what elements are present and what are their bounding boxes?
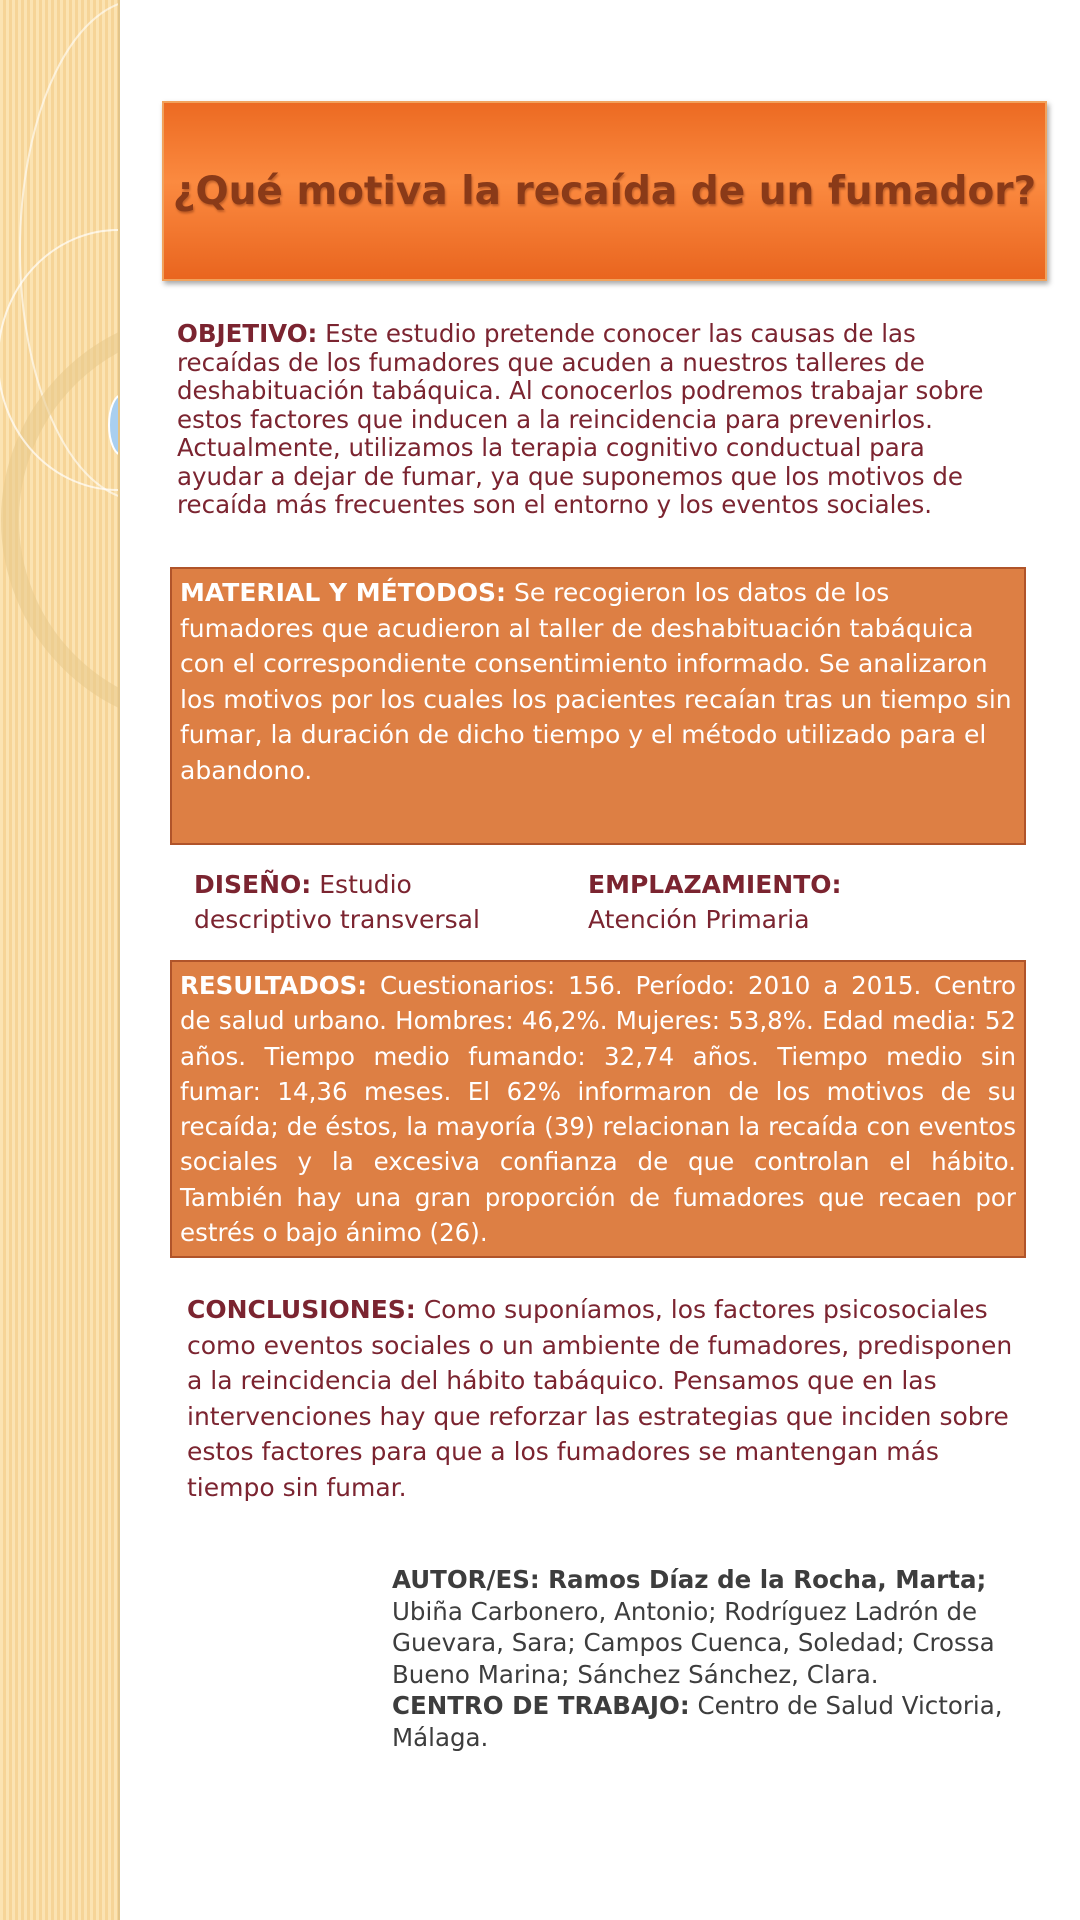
conclusiones-heading: CONCLUSIONES: [187, 1295, 416, 1324]
material-metodos-content [180, 575, 1020, 788]
emplazamiento-text: Atención Primaria [588, 905, 810, 934]
conclusiones-section [187, 1292, 1017, 1505]
autores-text: Ubiña Carbonero, Antonio; Rodríguez Ladrón de Guevara, Sara; Campos Cuenca, Soledad; Crossa Bueno Marina; Sánchez Sánchez, Clara. [392, 1596, 995, 1689]
material-heading: MATERIAL Y MÉTODOS: [180, 578, 507, 607]
objetivo-heading: OBJETIVO: [177, 319, 318, 348]
emplazamiento-heading: EMPLAZAMIENTO: [588, 870, 842, 899]
autores-section [392, 1564, 1022, 1753]
material-text: Se recogieron los datos de los fumadores que acudieron al taller de deshabituación tabáquica con el correspondiente consentimiento informado. Se analizaron los motivos por los cuales los pacientes recaían tras un tiempo sin fumar, la duración de dicho tiempo y el método utilizado para el abandono. [180, 578, 1012, 785]
objetivo-section [177, 320, 1007, 520]
objetivo-text: Este estudio pretende conocer las causas de las recaídas de los fumadores que acuden a nuestros talleres de deshabituación tabáquica. Al conocerlos podremos trabajar sobre estos factores que inducen a la reincidencia para prevenirlos. Actualmente, utilizamos la terapia cognitivo conductual para ayudar a dejar de fumar, ya que suponemos que los motivos de recaída más frecuentes son el entorno y los eventos sociales. [177, 319, 984, 519]
title-banner [162, 101, 1047, 281]
resultados-box [170, 960, 1026, 1258]
resultados-content [180, 968, 1016, 1250]
diseno-text: Estudio descriptivo transversal [194, 870, 480, 934]
autores-heading: AUTOR/ES: Ramos Díaz de la Rocha, Marta; [392, 1565, 987, 1594]
resultados-text: Cuestionarios: 156. Período: 2010 a 2015. Centro de salud urbano. Hombres: 46,2%. Mujeres: 53,8%. Edad media: 52 años. Tiempo medio fumando: 32,74 años. Tiempo medio sin fumar: 14,36 meses. El 62% informaron de los motivos de su recaída; de éstos, la mayoría (39) relacionan la recaída con eventos sociales y la excesiva confianza de que controlan el hábito. También hay una gran proporción de fumadores que recaen por estrés o bajo ánimo (26). [180, 971, 1016, 1248]
diseno-heading: DISEÑO: [194, 870, 312, 899]
material-metodos-box [170, 567, 1026, 845]
conclusiones-text: Como suponíamos, los factores psicosociales como eventos sociales o un ambiente de fumadores, predisponen a la reincidencia del hábito tabáquico. Pensamos que en las intervenciones hay que reforzar las estrategias que inciden sobre estos factores para que a los fumadores se mantengan más tiempo sin fumar. [187, 1295, 1013, 1502]
centro-trabajo-heading: CENTRO DE TRABAJO: [392, 1691, 690, 1720]
centro-trabajo-text: Centro de Salud Victoria, Málaga. [392, 1691, 1003, 1752]
decorative-curves [0, 0, 118, 1920]
diseno-section [194, 867, 534, 937]
resultados-heading: RESULTADOS: [180, 971, 368, 1000]
emplazamiento-section [588, 867, 918, 937]
page-title: ¿Qué motiva la recaída de un fumador? [172, 168, 1037, 214]
